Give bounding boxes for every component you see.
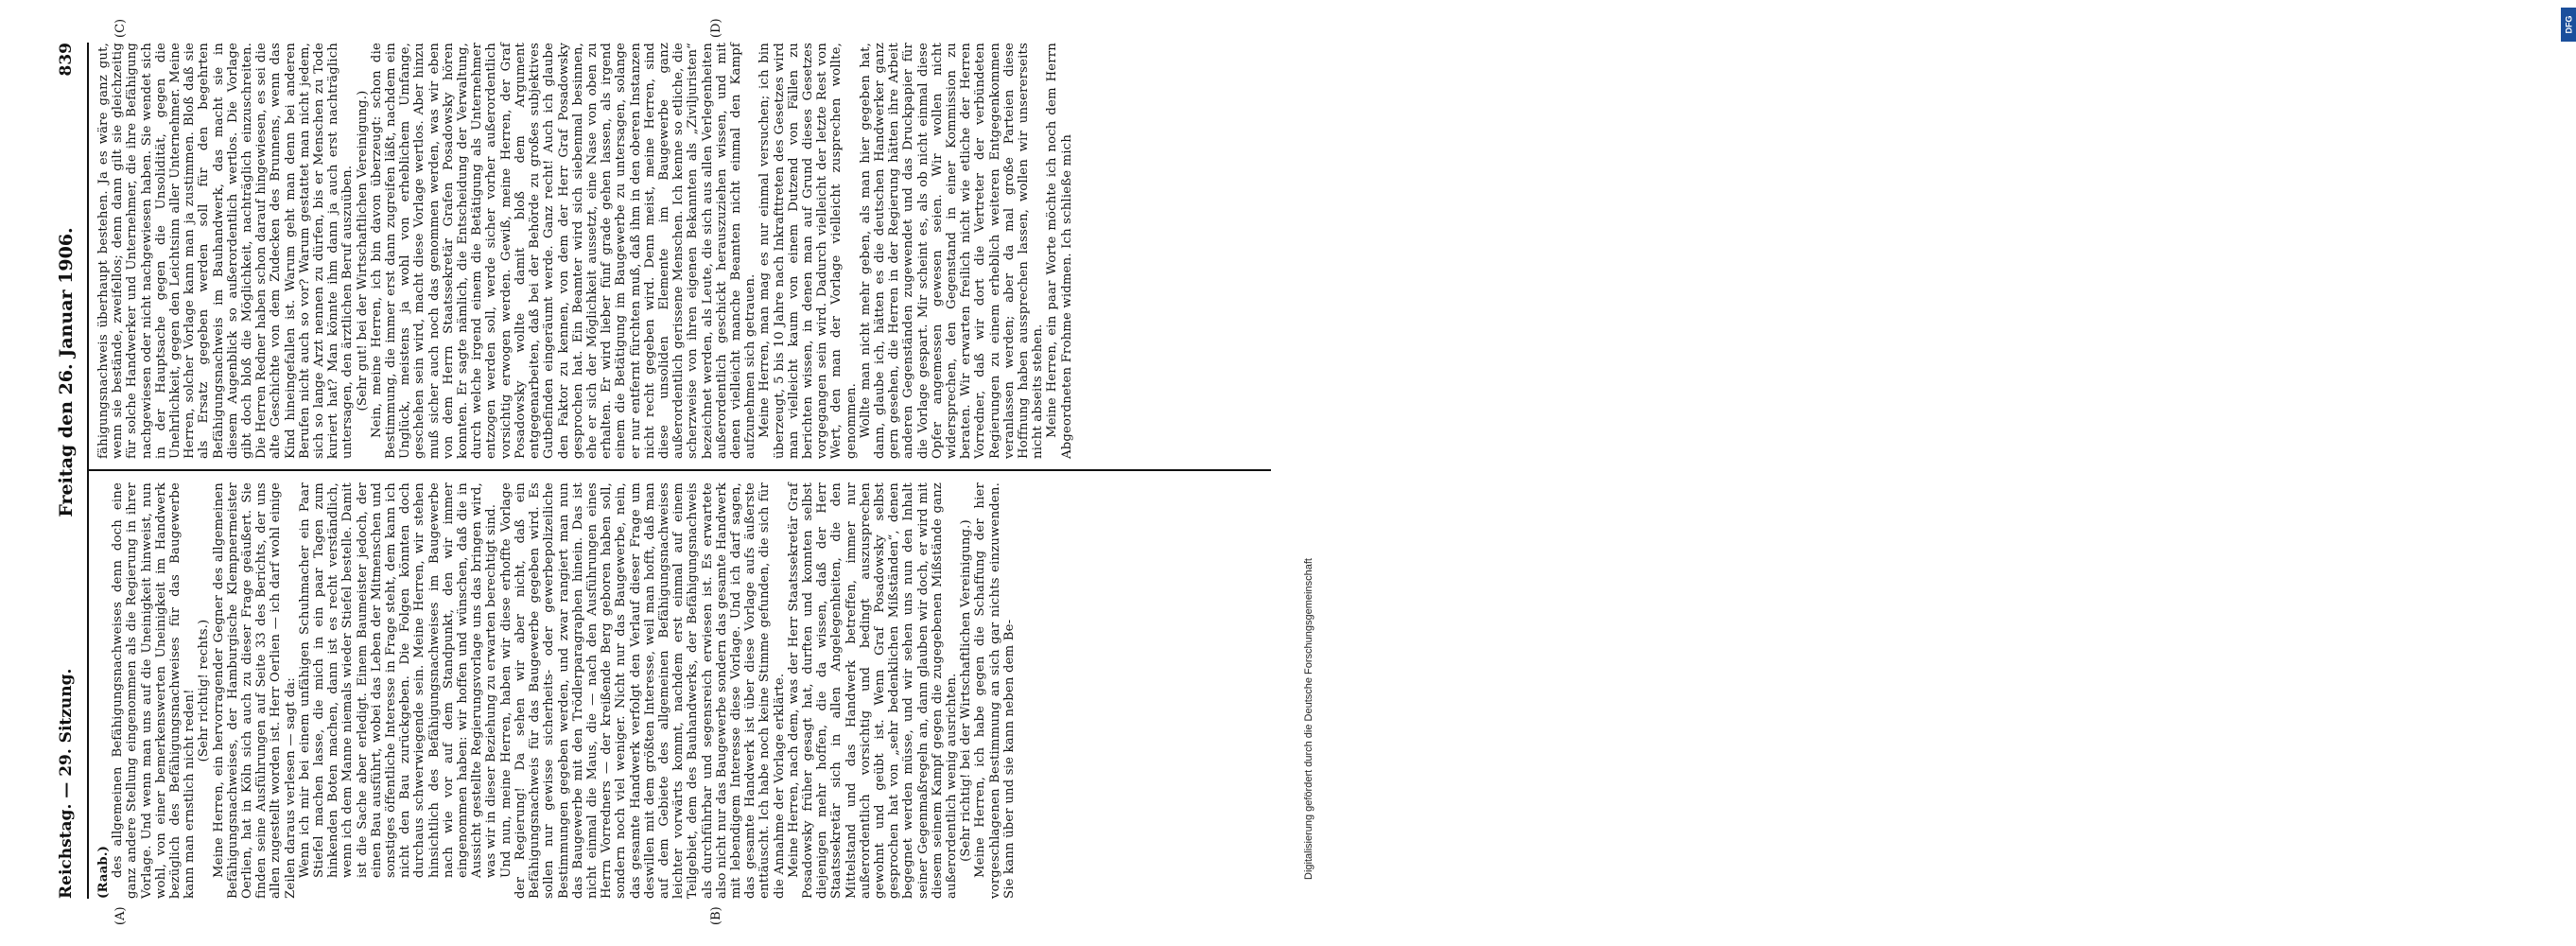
header-session: Reichstag. — 29. Sitzung. [57, 668, 76, 899]
paragraph: fähigungsnachweis überhaupt bestehen. Ja es wäre ganz gut, wenn sie bestände, zweifellos; denn dann gilt sie gleichzeitig für solche Handwerker und Unternehmer, die ihre Befähigung nachgewiesen oder nicht nachgewiesen haben. Sie wendet sich in der Hauptsache gegen die Unsolidität, gegen die Unehrlichkeit, gegen den Leichtsinn aller Unternehmer. Meine Herren, solcher Vorlage kann man ja zustimmen. Bloß daß sie als Ersatz gegeben werden soll für den begehrten Befähigungsnachweis im Bauhandwerk, das macht sie in diesem Augenblick so außerordentlich wertlos. Die Vorlage gibt doch bloß die Möglichkeit, nachträglich einzuschreiten. Die Herren Redner haben schon darauf hingewiesen, es sei die alte Geschichte von dem Zudecken des Brunnens, wenn das Kind hineingefallen ist. Warum geht man denn bei anderen Berufen nicht auch so vor? Warum gestattet man nicht jedem, sich so lange Arzt nennen zu dürfen, bis er Menschen zu Tode kuriert hat? Man könnte ihm dann ja auch erst nachträglich untersagen, den ärztlichen Beruf auszuüben. [96, 43, 356, 459]
paragraph: Meine Herren, man mag es nur einmal versuchen; ich bin überzeugt, 5 bis 10 Jahre nach Inkrafttreten des Gesetzes wird man vielleicht kaum von einem Dutzend von Fällen zu berichten wissen, in denen man auf Grund dieses Gesetzes vorgegangen sein wird. Dadurch vielleicht der letzte Rest von Wert, den man der Vorlage vielleicht zusprechen wollte, genommen. [757, 43, 859, 459]
column-rule [89, 469, 1271, 471]
interjection: (Sehr richtig! bei der Wirtschaftlichen Vereinigung.) [959, 519, 974, 862]
paragraph: Nein, meine Herren, ich bin davon überzeugt: schon die Bestimmung, die immer erst dann zugreifen läßt, nachdem ein Unglück, meistens ja wohl von erheblichem Umfange, geschehen sein wird, macht diese Vorlage wertlos. Aber hinzu muß sicher auch noch das genommen werden, was wir eben von dem Herrn Staatssekretär Grafen Posadowsky hören konnten. Er sagte nämlich, die Entscheidung der Verwaltung, durch welche irgend einem die Betätigung als Unternehmer entzogen werden soll, werde sicher vorher außerordentlich vorsichtig erwogen werden. Gewiß, meine Herren, der Graf Posadowsky wollte damit bloß dem Argument entgegenarbeiten, daß bei der Behörde zu großes subjektives Gutbefinden eingeräumt werde. Ganz recht! Auch ich glaube den Faktor zu kennen, von dem der Herr Graf Posadowsky gesprochen hat. Ein Beamter wird sich siebenmal besinnen, ehe er sich der Möglichkeit aussetzt, eine Nase von oben zu erhalten. Er wird lieber fünf grade gehen lassen, als irgend einem die Betätigung im Baugewerbe zu untersagen, solange er nur entfernt fürchten muß, daß ihm in den oberen Instanzen nicht recht gegeben wird. Denn meist, meine Herren, sind diese unsoliden Elemente im Baugewerbe ganz außerordentlich gerissene Menschen. Ich kenne so etliche, die scherzweise von ihren eigenen Bekannten als „Ziviljuristen“ bezeichnet werden, als Leute, die sich aus allen Verlegenheiten außerordentlich geschickt herauszuziehen wissen, und mit denen vielleicht manche Beamten nicht einmal den Kampf aufzunehmen sich getrauen. [369, 43, 758, 459]
margin-marker-c: (C) [113, 18, 128, 38]
right-column [96, 43, 1274, 459]
quotation: Wenn ich mir bei einem unfähigen Schuhmacher ein Paar Stiefel machen lasse, die mich in ein paar Tagen zum hinkenden Boten machen, dann ist es recht verständlich, wenn ich dem Manne niemals wieder Stiefel bestelle. Damit ist die Sache aber erledigt. Einem Baumeister jedoch, der einen Bau ausführt, wobei das Leben der Mitmenschen und sonstiges öffentliche Interesse in Frage steht, dem kann ich nicht den Bau zurückgeben. Die Folgen könnten doch durchaus schwerwiegende sein. Meine Herren, wir stehen hinsichtlich des Befähigungsnachweises im Baugewerbe nach wie vor auf dem Standpunkt, den wir immer eingenommen haben: wir hoffen und wünschen, daß die in Aussicht gestellte Regierungsvorlage uns das bringen wird, was wir in dieser Beziehung zu erwarten berechtigt sind. [297, 482, 499, 878]
header-date: Freitag den 26. Januar 1906. [56, 227, 77, 517]
paragraph: des allgemeinen Befähigungsnachweises denn doch eine ganz andere Stellung eingenommen als die Regierung in ihrer Vorlage. Und wenn man uns auf die Uneinigkeit hinweist, nun wohl, von einer bemerkenswerten Uneinigkeit im Handwerk bezüglich des Befähigungsnachweises für das Baugewerbe kann man ernstlich nicht reden! [111, 482, 198, 899]
paragraph: Und nun, meine Herren, haben wir diese erhoffte Vorlage der Regierung! Da sehen wir aber nicht, daß ein Befähigungsnachweis für das Baugewerbe gegeben wird. Es sollen nur gewisse sicherheits- oder gewerbepolizeiliche Bestimmungen gegeben werden, und zwar rangiert man nun das Baugewerbe mit den Trödlerparagraphen hinein. Das ist nicht einmal die Maus, die — nach den Ausführungen eines Herrn Vorredners — der kreißende Berg geboren haben soll, sondern noch viel weniger. Nicht nur das Baugewerbe, nein, das gesamte Handwerk verfolgt den Verlauf dieser Frage um deswillen mit dem größten Interesse, weil man hofft, daß man auf dem Gebiete des allgemeinen Befähigungsnachweises leichter vorwärts kommt, nachdem erst einmal auf einem Teilgebiet, dem des Bauhandwerks, der Befähigungsnachweis als durchführbar und segensreich erwiesen ist. Es erwartete also nicht nur das Baugewerbe sondern das gesamte Handwerk mit lebendigem Interesse diese Vorlage. Und ich darf sagen, das gesamte Handwerk ist über diese Vorlage aufs äußerste enttäuscht. Ich habe noch keine Stimme gefunden, die sich für die Annahme der Vorlage erklärte. [498, 482, 787, 899]
page-header [47, 43, 85, 899]
dfg-logo: DFG [2561, 8, 2576, 42]
paragraph: Meine Herren, ein hervorragender Gegner des allgemeinen Befähigungsnachweises, der Hamburgische Klempnermeister Oerlien, hat in Köln sich auch zu dieser Frage geäußert. Sie finden seine Ausführungen auf Seite 33 des Berichts, der uns allen zugestellt worden ist. Herr Oerlien — ich darf wohl einige Zeilen daraus verlesen — sagt da: [211, 482, 298, 899]
margin-marker-a: (A) [113, 906, 128, 925]
interjection: (Sehr richtig! rechts.) [197, 619, 212, 762]
digitization-credit: Digitalisierung gefördert durch die Deutsche Forschungsgemeinschaft [1303, 558, 1314, 880]
left-column [96, 482, 1274, 899]
margin-marker-b: (B) [709, 906, 723, 925]
margin-marker-d: (D) [709, 18, 723, 38]
paragraph: Wollte man nicht mehr geben, als man hier gegeben hat, dann, glaube ich, hätten es die deutschen Handwerker ganz gern gesehen, die Herren in der Regierung hätten ihre Arbeit anderen Gegenständen zugewendet und das Druckpapier für die Vorlage gespart. Mir scheint es, als ob nicht einmal diese Opfer angemessen gewesen seien. Wir wollen nicht widersprechen, den Gegenstand in einer Kommission zu beraten. Wir erwarten freilich nicht wie etliche der Herren Vorredner, daß wir dort die Vertreter der verbündeten Regierungen zu einem erheblich weiteren Entgegenkommen veranlassen werden; aber da mal große Parteien diese Hoffnung haben aussprechen lassen, wollen wir unsererseits nicht abseits stehen. [858, 43, 1046, 459]
speaker-label: (Raab.) [96, 845, 111, 899]
paragraph: Meine Herren, ein paar Worte möchte ich noch dem Herrn Abgeordneten Frohme widmen. Ich schließe mich [1045, 43, 1074, 459]
newspaper-sheet [47, 18, 1277, 925]
interjection: (Sehr gut! bei der Wirtschaftlichen Vereinigung.) [355, 90, 370, 412]
paragraph: Meine Herren, nach dem, was der Herr Staatssekretär Graf Posadowsky früher gesagt hat, durften und konnten selbst diejenigen mehr hoffen, die da wissen, daß der Herr Staatssekretär sich in allen Angelegenheiten, die den Mittelstand und das Handwerk betreffen, immer nur außerordentlich vorsichtig und bedingt auszusprechen gewohnt und geübt ist. Wenn Graf Posadowsky selbst gesprochen hat von „sehr bedenklichen Mißständen“, denen begegnet werden müsse, und wir sehen uns nun den Inhalt seiner Gegenmaßregeln an, dann glauben wir doch, er wird mit diesem seinem Kampf gegen die zugegebenen Mißstände ganz außerordentlich wenig ausrichten. [786, 482, 959, 899]
paragraph: Meine Herren, ich habe gegen die Schaffung der hier vorgeschlagenen Bestimmung an sich gar nichts einzuwenden. Sie kann über und sie kann neben dem Be- [973, 482, 1017, 899]
page-number: 839 [57, 43, 76, 77]
